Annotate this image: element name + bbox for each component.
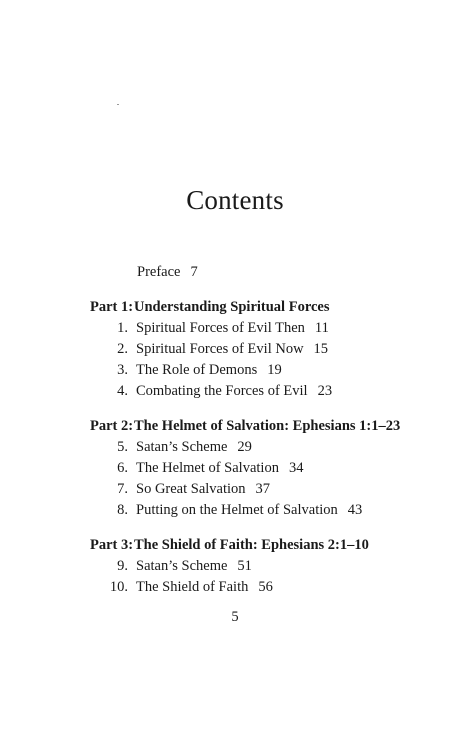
page-title: Contents [186, 185, 284, 216]
chapter-entry [136, 459, 303, 477]
chapter-entry [136, 361, 282, 379]
chapter-page: 23 [317, 383, 333, 399]
chapter-page: 43 [347, 502, 363, 518]
chapter-page: 37 [255, 481, 271, 497]
chapter-title: Satan’s Scheme [136, 439, 228, 455]
part-title: The Shield of Faith: Ephesians 2:1–10 [134, 537, 369, 553]
chapter-number: 4. [117, 383, 128, 399]
chapter-title: The Role of Demons [136, 362, 258, 378]
toc-preface [137, 263, 198, 281]
chapter-number: 2. [117, 341, 128, 357]
print-speck [117, 104, 119, 105]
part-label: Part 1: [90, 299, 134, 315]
chapter-page: 34 [288, 460, 304, 476]
chapter-page: 15 [313, 341, 329, 357]
chapter-page: 56 [258, 579, 273, 595]
part-label: Part 3: [90, 537, 134, 553]
chapter-entry [136, 501, 362, 519]
chapter-page: 29 [237, 439, 252, 455]
chapter-page: 19 [267, 362, 282, 378]
chapter-entry [136, 480, 270, 498]
page-number: 5 [231, 609, 239, 625]
chapter-entry [136, 382, 332, 400]
chapter-number: 3. [117, 362, 128, 378]
chapter-title: Putting on the Helmet of Salvation [136, 502, 338, 518]
chapter-page: 11 [314, 320, 329, 336]
chapter-number: 8. [117, 502, 128, 518]
chapter-title: So Great Salvation [136, 481, 246, 497]
chapter-entry [136, 319, 329, 337]
chapter-page: 51 [237, 558, 252, 574]
chapter-title: Spiritual Forces of Evil Now [136, 341, 304, 357]
chapter-entry [136, 438, 252, 456]
chapter-number: 7. [117, 481, 128, 497]
chapter-title: The Helmet of Salvation [136, 460, 279, 476]
chapter-entry [136, 340, 328, 358]
preface-label: Preface [137, 264, 181, 280]
part-label: Part 2: [90, 418, 134, 434]
part-title: The Helmet of Salvation: Ephesians 1:1–23 [134, 418, 401, 434]
chapter-number: 9. [117, 558, 128, 574]
chapter-number: 10. [109, 579, 128, 595]
chapter-number: 6. [117, 460, 128, 476]
chapter-entry [136, 557, 252, 575]
chapter-title: Combating the Forces of Evil [136, 383, 308, 399]
chapter-entry [136, 578, 273, 596]
chapter-number: 5. [117, 439, 128, 455]
chapter-title: Spiritual Forces of Evil Then [136, 320, 305, 336]
chapter-title: Satan’s Scheme [136, 558, 228, 574]
preface-page: 7 [190, 264, 198, 280]
chapter-title: The Shield of Faith [136, 579, 249, 595]
chapter-number: 1. [117, 320, 128, 336]
part-title: Understanding Spiritual Forces [134, 299, 330, 315]
